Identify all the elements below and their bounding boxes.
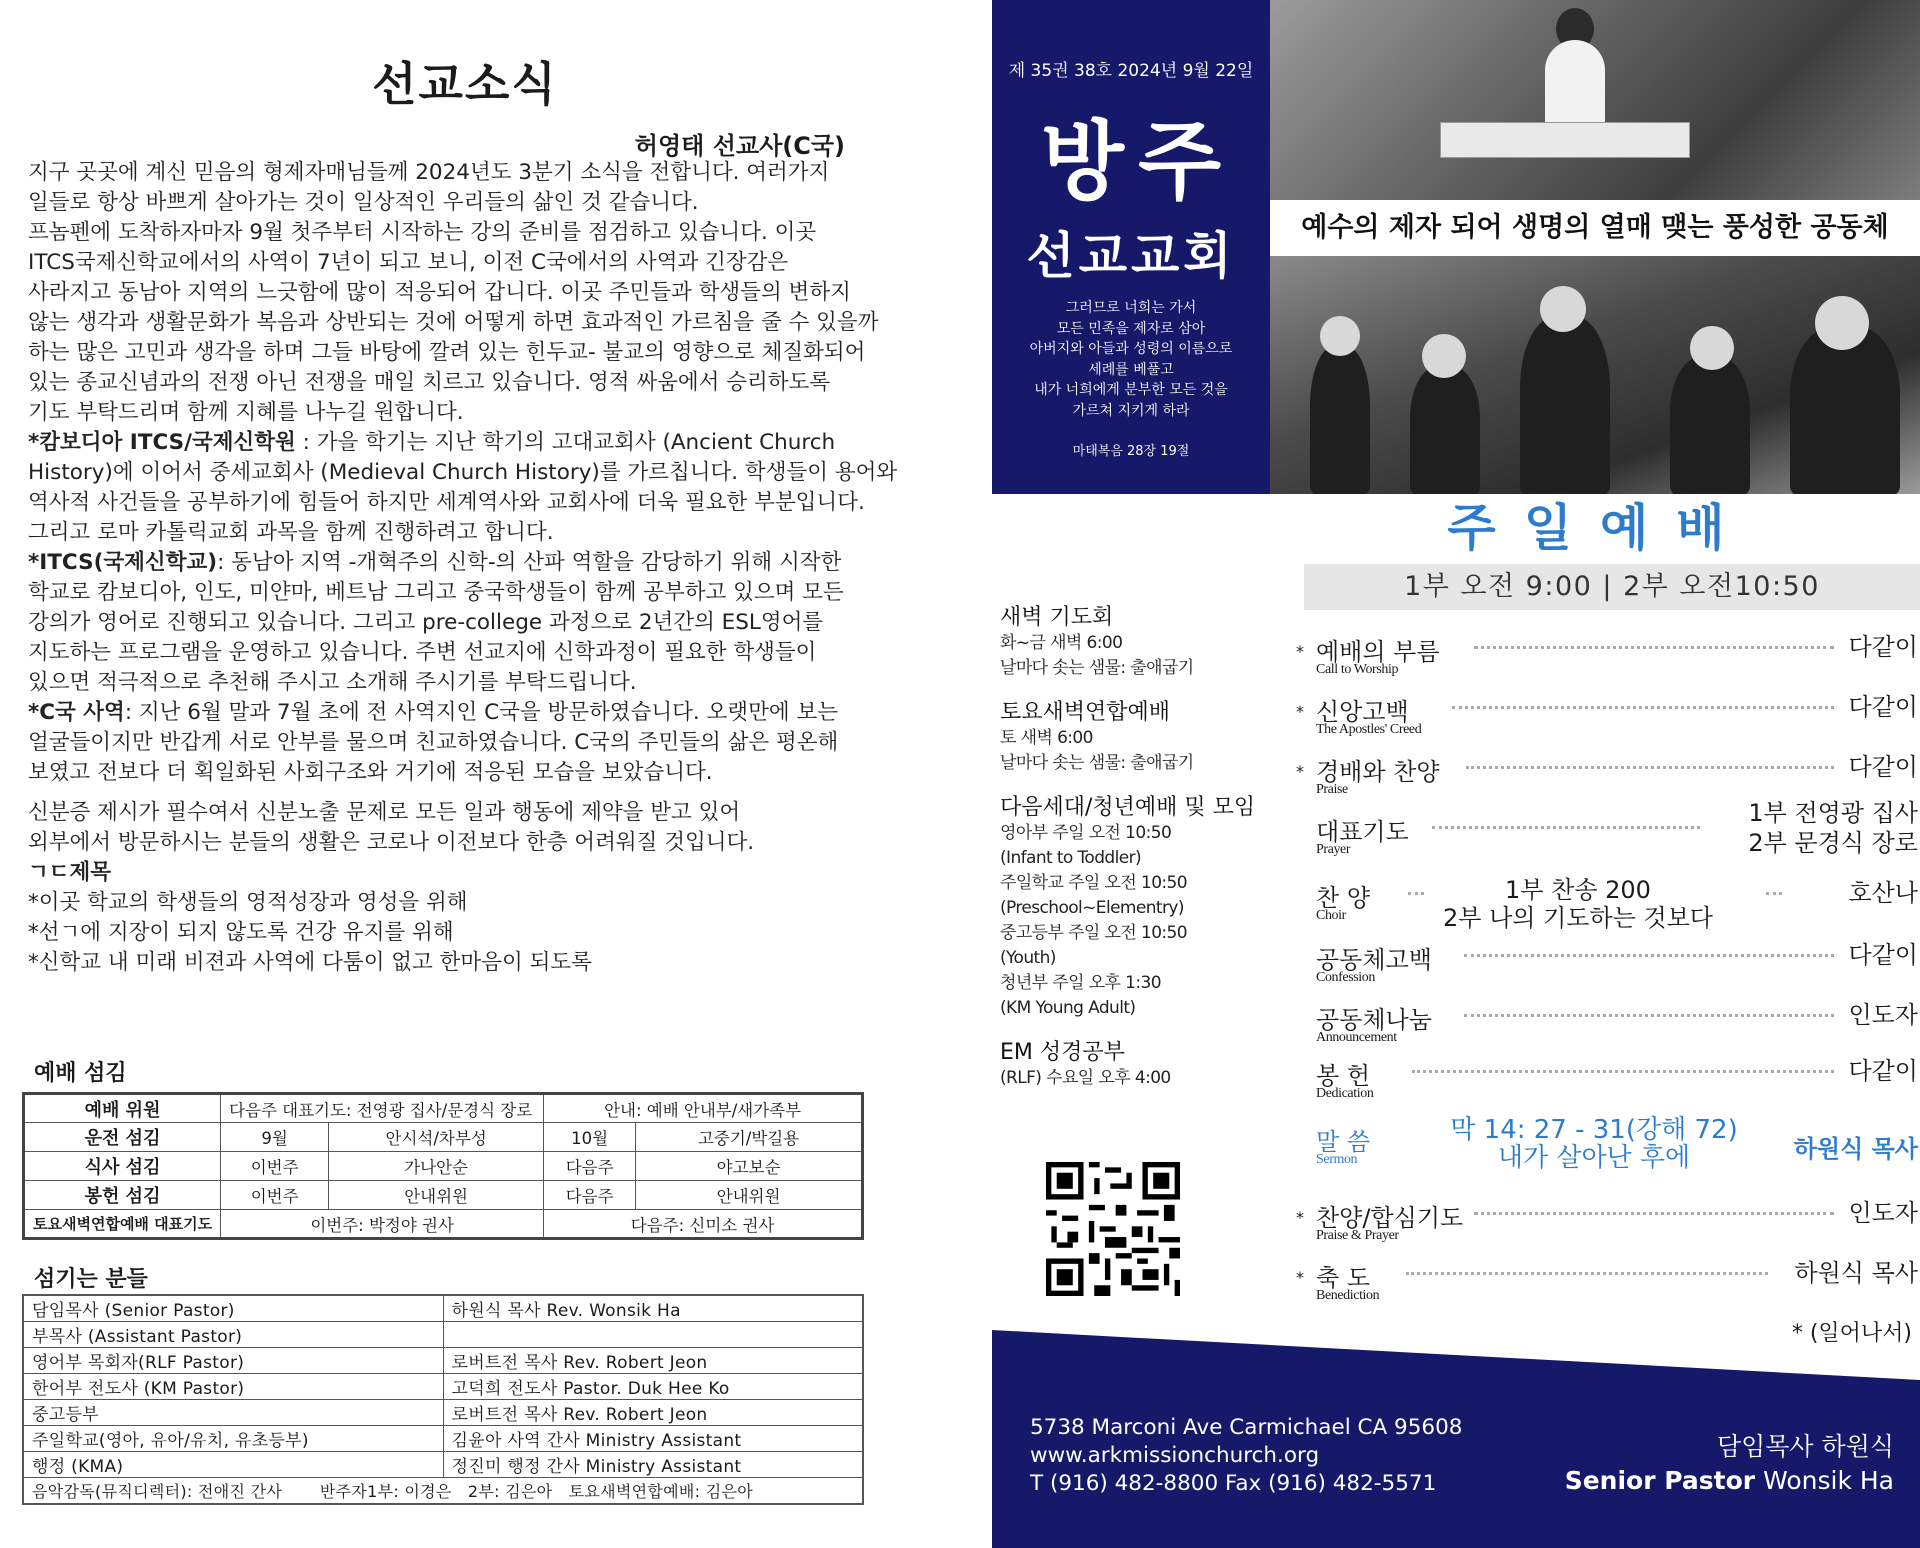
schedule-line: 청년부 주일 오후 1:30 — [1000, 973, 1161, 993]
table-cell: 고덕희 전도사 Pastor. Duk Hee Ko — [443, 1374, 863, 1400]
letter-line: 일들로 항상 바쁘게 살아가는 것이 일상적인 우리들의 삶인 것 같습니다. — [28, 190, 699, 215]
letter-line: 않는 생각과 생활문화가 복음과 상반되는 것에 어떻게 하면 효과적인 가르침을 줄 수 있을까 — [28, 310, 879, 335]
table-cell: 하원식 목사 Rev. Wonsik Ha — [443, 1295, 863, 1322]
letter-line: ITCS국제신학교에서의 사역이 7년이 되고 보니, 이전 C국에서의 사역과 긴장감은 — [28, 250, 789, 275]
letter-line: 사라지고 동남아 지역의 느긋함에 많이 적응되어 갑니다. 이곳 주민들과 학생들의 변하지 — [28, 280, 851, 305]
schedule-line: (RLF) 수요일 오후 4:00 — [1000, 1068, 1171, 1088]
scripture-verse — [1002, 298, 1260, 421]
table-row — [23, 1426, 863, 1452]
schedule-line: 주일학교 주일 오전 10:50 — [1000, 873, 1187, 893]
schedule-line: (Preschool~Elementry) — [1000, 898, 1184, 918]
church-title-panel — [992, 0, 1270, 494]
table-row — [24, 1210, 863, 1239]
children-ministry-photo — [1270, 256, 1920, 494]
church-phone: T (916) 482-8800 Fax (916) 482-5571 — [1030, 1471, 1437, 1496]
table-row — [23, 1295, 863, 1322]
verse-line: 아버지와 아들과 성령의 이름으로 — [1029, 341, 1233, 357]
sermon-title: 내가 살아난 후에 — [1497, 1143, 1691, 1173]
church-contact — [1030, 1414, 1462, 1498]
bulletin-cover-page: 제 35권 38호 2024년 9월 22일 방주 선교교회 그러므로 너희는 가서 모든 민족을 제자로 삼아 아버지와 아들과 성령의 이름으로 세례를 베풀고 내가 너희에게 분부한 모든 것을 가르쳐 지키게 하라 마태복음 28장 19절 예수의 제자 되어 생명의 열매 맺는 풍성한 공동체 주일예배 1부 오전 9:00 | 2부 오전10:50 새벽 기도회 화~금 새벽 6:00 날마다 솟는 샘물: 출애굽기 토요새벽연합예배 토 새벽 6:00 날마다 솟는 샘물: 출애굽기 다음세대/청년예배 및 모임 영아부 주일 오전 10:50 (Infant to Toddler) 주일학교 주일 오전 10:50 (Preschool~Elementry) 중고등부 주일 오전 10:50 (Youth) 청년부 주일 오후 1:30 (KM Young Adult) EM 성경공부 (RLF) 수요일 오후 4:00 * 예배의 부름 Call to Worship 다같이 * 신앙고백 The Apostles' Creed 다같이 * 경배와 찬양 Praise 다같이 대표기도 Prayer 1부 전영광 집사 2부 문경식 장로 찬 양 Choir 1부 찬송 200 2부 나의 기도하는 것보다 호산나 공동체고백 Confession 다같이 공동체나눔 Announcement 인도자 봉 헌 Dedication 다같이 말 씀 Sermon 막 14: 27 - 31(강해 72) 내가 살아난 후에 하원식 목사 * 찬양/합심기도 Praise & Prayer 인도자 * 축 도 Benediction 하원식 목사 * (일어나서) 5738 Marconi Ave Carmichael CA 95608 www.arkmissionchurch.org T (916) 482-8800 Fax (916) 482-5571 담임목사 하원식 Senior Pastor Wonsik Ha — [990, 0, 1920, 1548]
table-cell: 가나안순 — [329, 1152, 544, 1181]
itcs-line: 지도하는 프로그램을 운영하고 있습니다. 주변 선교지에 신학과정이 필요한 학생들이 — [28, 640, 817, 665]
table-row — [23, 1322, 863, 1348]
church-name: 방주 — [1040, 112, 1236, 212]
letter-line: 있는 종교신념과의 전쟁 아닌 전쟁을 매일 치르고 있습니다. 영적 싸움에서 승리하도록 — [28, 370, 831, 395]
table-cell: 다음주 — [544, 1152, 636, 1181]
c-country-line: *C국 사역: 지난 6월 말과 7월 초에 전 사역지인 C국을 방문하였습니다. 오랫만에 보는 — [28, 700, 838, 725]
table-cell: 다음주 — [544, 1181, 636, 1210]
table-cell: 주일학교(영아, 유아/유치, 유초등부) — [23, 1426, 443, 1452]
c-country-line: 보였고 전보다 더 획일화된 사회구조와 거기에 적응된 모습을 보았습니다. — [28, 760, 713, 785]
schedule-heading: EM 성경공부 — [1000, 1040, 1125, 1065]
table-cell: 담임목사 (Senior Pastor) — [23, 1295, 443, 1322]
table-cell: 영어부 목회자(RLF Pastor) — [23, 1348, 443, 1374]
itcs-line: 학교로 캄보디아, 인도, 미얀마, 베트남 그리고 중국학생들이 함께 공부하고 있으며 모든 — [28, 580, 844, 605]
table-row — [23, 1348, 863, 1374]
table-row — [24, 1181, 863, 1210]
table-cell: 음악감독(뮤직디렉터): 전애진 간사 반주자1부: 이경은 2부: 김은아 토요새벽연합예배: 김은아 — [23, 1478, 863, 1504]
sermon-passage: 막 14: 27 - 31(강해 72) — [1450, 1115, 1738, 1145]
verse-line: 그러므로 너희는 가서 — [1065, 300, 1197, 316]
table-cell: 부목사 (Assistant Pastor) — [23, 1322, 443, 1348]
table-cell: 토요새벽연합예배 대표기도 — [24, 1210, 221, 1239]
table-cell: 정진미 행정 간사 Ministry Assistant — [443, 1452, 863, 1478]
table-cell: 봉헌 섬김 — [24, 1181, 221, 1210]
letter-line: 프놈펜에 도착하자마자 9월 첫주부터 시작하는 강의 준비를 점검하고 있습니다. 이곳 — [28, 220, 817, 245]
table-cell: 안내위원 — [329, 1181, 544, 1210]
table-cell: 행정 (KMA) — [23, 1452, 443, 1478]
letter-line: 기도 부탁드리며 함께 지혜를 나누길 원합니다. — [28, 400, 464, 425]
church-address: 5738 Marconi Ave Carmichael CA 95608 — [1030, 1415, 1463, 1440]
table-cell: 중고등부 — [23, 1400, 443, 1426]
qr-code[interactable] — [1046, 1162, 1180, 1296]
table-cell: 김윤아 사역 간사 Ministry Assistant — [443, 1426, 863, 1452]
table-cell: 10월 — [544, 1123, 636, 1152]
cambodia-line: History)에 이어서 중세교회사 (Medieval Church History)를 가르칩니다. 학생들이 용어와 — [28, 460, 898, 485]
table-cell: 운전 섬김 — [24, 1123, 221, 1152]
issue-date: 제 35권 38호 2024년 9월 22일 — [1008, 61, 1254, 81]
church-vision-banner: 예수의 제자 되어 생명의 열매 맺는 풍성한 공동체 — [1270, 200, 1920, 256]
id-line: 신분증 제시가 필수여서 신분노출 문제로 모든 일과 행동에 제약을 받고 있어 — [28, 800, 741, 825]
senior-pastor: 담임목사 하원식 Senior Pastor Wonsik Ha — [1564, 1432, 1894, 1495]
letter-line: 하는 많은 고민과 생각을 하며 그들 바탕에 깔려 있는 힌두교- 불교의 영향으로 체질화되어 — [28, 340, 866, 365]
verse-line: 세례를 베풀고 — [1088, 361, 1174, 378]
schedule-line: 날마다 솟는 샘물: 출애굽기 — [1000, 753, 1194, 773]
schedule-line: (Youth) — [1000, 948, 1056, 968]
table-cell: 로버트전 목사 Rev. Robert Jeon — [443, 1348, 863, 1374]
table-cell: 안시석/차부성 — [329, 1123, 544, 1152]
schedule-line: 토 새벽 6:00 — [1000, 728, 1093, 748]
table-cell: 한어부 전도사 (KM Pastor) — [23, 1374, 443, 1400]
table-row — [24, 1123, 863, 1152]
cambodia-line: 역사적 사건들을 공부하기에 힘들어 하지만 세계역사와 교회사에 더욱 필요한 부분입니다. — [28, 490, 865, 515]
table-cell: 식사 섬김 — [24, 1152, 221, 1181]
table-cell: 로버트전 목사 Rev. Robert Jeon — [443, 1400, 863, 1426]
table-cell: 9월 — [221, 1123, 329, 1152]
mission-letter — [28, 158, 908, 978]
c-country-heading: *C국 사역 — [28, 700, 125, 725]
table-row — [23, 1478, 863, 1504]
itcs-heading: *ITCS(국제신학교) — [28, 550, 218, 575]
letter-line: 지구 곳곳에 계신 믿음의 형제자매님들께 2024년도 3분기 소식을 전합니다. 여러가지 — [28, 160, 830, 185]
table-cell: 야고보순 — [636, 1152, 863, 1181]
table-row — [23, 1452, 863, 1478]
table-row — [24, 1152, 863, 1181]
prayer-item: *신학교 내 미래 비젼과 사역에 다툼이 없고 한마음이 되도록 — [28, 950, 592, 975]
worship-leader-photo — [1270, 0, 1920, 200]
schedule-line: 날마다 솟는 샘물: 출애굽기 — [1000, 658, 1194, 678]
table-cell — [443, 1322, 863, 1348]
staff-heading: 섬기는 분들 — [34, 1267, 148, 1292]
table-cell: 이번주 — [221, 1152, 329, 1181]
schedule-line: (Infant to Toddler) — [1000, 848, 1142, 868]
page-title: 선교소식 — [372, 57, 558, 111]
c-country-line: 얼굴들이지만 반갑게 서로 안부를 물으며 친교하였습니다. C국의 주민들의 삶은 평온해 — [28, 730, 839, 755]
missionary-name: 허영태 선교사(C국) — [634, 132, 845, 160]
schedule-heading: 새벽 기도회 — [1000, 605, 1114, 630]
prayer-item: *선ㄱ에 지장이 되지 않도록 건강 유지를 위해 — [28, 920, 454, 945]
table-row — [23, 1400, 863, 1426]
schedule-line: (KM Young Adult) — [1000, 998, 1136, 1018]
table-cell: 예배 위원 — [24, 1094, 221, 1123]
table-cell: 이번주: 박정야 권사 — [221, 1210, 544, 1239]
schedule-line: 영아부 주일 오전 10:50 — [1000, 823, 1172, 843]
staff-table — [22, 1294, 864, 1505]
prayer-item: *이곳 학교의 학생들의 영적성장과 영성을 위해 — [28, 890, 468, 915]
itcs-line: 있으면 적극적으로 추천해 주시고 소개해 주시기를 부탁드립니다. — [28, 670, 637, 695]
table-row — [24, 1094, 863, 1123]
verse-reference: 마태복음 28장 19절 — [1072, 444, 1190, 459]
cambodia-heading: *캄보디아 ITCS/국제신학원 — [28, 430, 296, 455]
schedule-heading: 다음세대/청년예배 및 모임 — [1000, 795, 1256, 820]
verse-line: 가르쳐 지키게 하라 — [1072, 402, 1190, 419]
duty-table — [22, 1092, 864, 1240]
verse-line: 모든 민족을 제자로 삼아 — [1056, 320, 1206, 337]
table-row — [23, 1374, 863, 1400]
schedule-line: 화~금 새벽 6:00 — [1000, 633, 1123, 653]
standing-note: * (일어나서) — [1791, 1321, 1912, 1346]
cambodia-line: *캄보디아 ITCS/국제신학원 : 가을 학기는 지난 학기의 고대교회사 (Ancient Church — [28, 430, 836, 455]
table-cell: 고중기/박길용 — [636, 1123, 863, 1152]
verse-line: 내가 너희에게 분부한 모든 것을 — [1034, 382, 1228, 398]
sunday-service-title: 주일예배 — [1447, 499, 1753, 557]
duty-heading: 예배 섬김 — [34, 1061, 127, 1086]
church-website[interactable]: www.arkmissionchurch.org — [1030, 1443, 1320, 1468]
table-cell: 안내위원 — [636, 1181, 863, 1210]
preacher: 하원식 목사 — [1793, 1135, 1918, 1163]
table-cell: 안내: 예배 안내부/새가족부 — [544, 1094, 863, 1123]
itcs-line: 강의가 영어로 진행되고 있습니다. 그리고 pre-college 과정으로 2년간의 ESL영어를 — [28, 610, 824, 635]
schedule-line: 중고등부 주일 오전 10:50 — [1000, 923, 1187, 943]
schedule-heading: 토요새벽연합예배 — [1000, 700, 1171, 725]
cambodia-line: 그리고 로마 카톨릭교회 과목을 함께 진행하려고 합니다. — [28, 520, 554, 545]
prayer-title: ㄱㄷ제목 — [28, 860, 112, 885]
table-cell: 이번주 — [221, 1181, 329, 1210]
service-times: 1부 오전 9:00 | 2부 오전10:50 — [1304, 564, 1920, 610]
church-subname: 선교교회 — [1026, 227, 1236, 285]
table-cell: 다음주 대표기도: 전영광 집사/문경식 장로 — [221, 1094, 544, 1123]
weekly-schedule — [1000, 586, 1270, 1091]
table-cell: 다음주: 신미소 권사 — [544, 1210, 863, 1239]
id-line: 외부에서 방문하시는 분들의 생활은 코로나 이전보다 한층 어려워질 것입니다. — [28, 830, 755, 855]
itcs-line: *ITCS(국제신학교): 동남아 지역 -개혁주의 신학-의 산파 역할을 감당하기 위해 시작한 — [28, 550, 842, 575]
